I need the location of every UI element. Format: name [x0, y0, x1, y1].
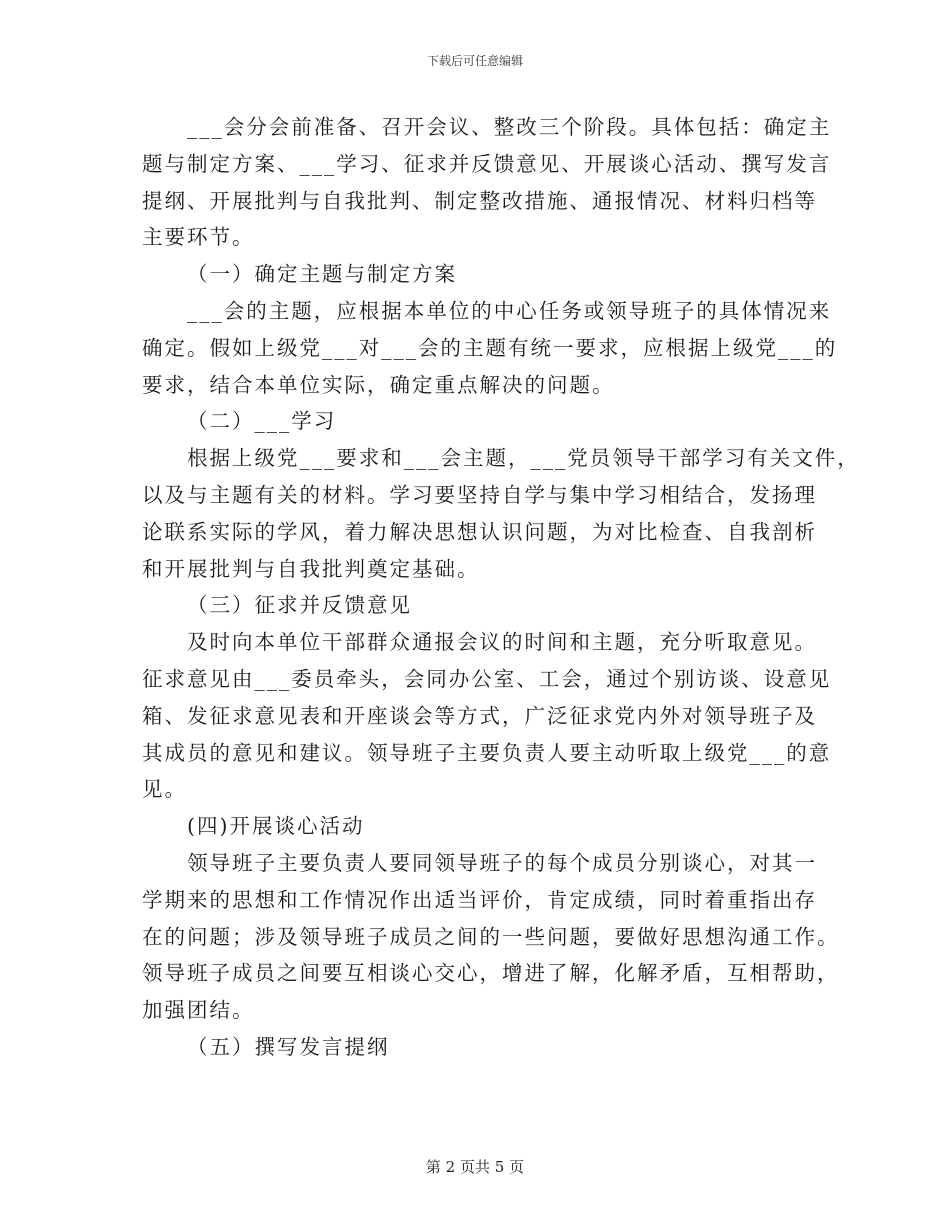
body-line: 确定。假如上级党___对___会的主题有统一要求，应根据上级党___的	[142, 335, 838, 360]
document-body	[142, 109, 860, 1066]
body-line: 其成员的意见和建议。领导班子主要负责人要主动听取上级党___的意	[142, 740, 832, 765]
body-line: 根据上级党___要求和___会主题，___党员领导干部学习有关文件，	[187, 446, 860, 471]
body-line: 领导班子主要负责人要同领导班子的每个成员分别谈心，对其一	[187, 850, 817, 875]
body-line: 和开展批判与自我批判奠定基础。	[142, 556, 480, 581]
body-line: 以及与主题有关的材料。学习要坚持自学与集中学习相结合，发扬理	[142, 482, 817, 507]
section-heading: （五）撰写发言提纲	[187, 1034, 390, 1059]
body-line: 要求，结合本单位实际，确定重点解决的问题。	[142, 372, 615, 397]
body-line: 学期来的思想和工作情况作出适当评价，肯定成绩，同时着重指出存	[142, 887, 817, 912]
body-line: 论联系实际的学风，着力解决思想认识问题，为对比检查、自我剖析	[142, 519, 817, 544]
section-heading: （二）___学习	[187, 409, 337, 434]
body-line: 题与制定方案、___学习、征求并反馈意见、开展谈心活动、撰写发言	[142, 151, 832, 176]
body-line: 加强团结。	[142, 998, 255, 1023]
body-line: 领导班子成员之间要互相谈心交心，增进了解，化解矛盾，互相帮助，	[142, 961, 840, 986]
section-heading: (四)开展谈心活动	[187, 814, 365, 839]
section-heading: （一）确定主题与制定方案	[187, 262, 457, 287]
body-line: ___会的主题，应根据本单位的中心任务或领导班子的具体情况来	[187, 298, 832, 323]
body-line: 提纲、开展批判与自我批判、制定整改措施、通报情况、材料归档等	[142, 188, 817, 213]
body-line: 箱、发征求意见表和开座谈会等方式，广泛征求党内外对领导班子及	[142, 703, 817, 728]
body-line: 见。	[142, 777, 187, 802]
body-line: 征求意见由___委员牵头，会同办公室、工会，通过个别访谈、设意见	[142, 666, 832, 691]
page-header: 下载后可任意编辑	[426, 54, 523, 68]
body-line: 在的问题；涉及领导班子成员之间的一些问题，要做好思想沟通工作。	[142, 924, 840, 949]
body-line: 主要环节。	[142, 225, 255, 250]
section-heading: （三）征求并反馈意见	[187, 593, 412, 618]
body-line: ___会分会前准备、召开会议、整改三个阶段。具体包括：确定主	[187, 115, 832, 139]
page-footer: 第 2 页共 5 页	[425, 1158, 525, 1176]
body-line: 及时向本单位干部群众通报会议的时间和主题，充分听取意见。	[187, 630, 817, 655]
